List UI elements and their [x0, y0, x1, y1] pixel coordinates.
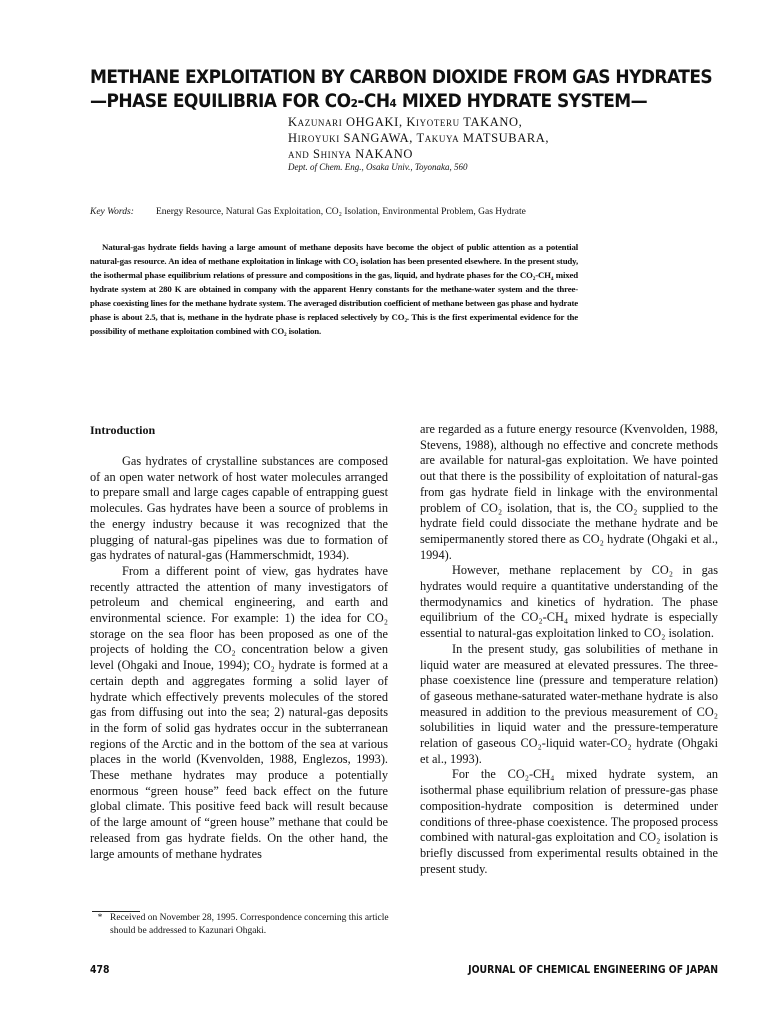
intro-paragraph: In the present study, gas solubilities of methane in liquid water are measured at elevated pressures. The three-phase coexistence line (pressure and temperature relation) of gaseous methane-saturated water-methane hydrate is also measured in addition to the previous measurement of CO₂ solubilities in liquid water and the pressure-temperature relation of gaseous CO₂-liquid water-CO₂ hydrate (Ohgaki et al., 1993). [420, 641, 718, 766]
paper-title [90, 66, 713, 114]
footnote-text: Received on November 28, 1995. Correspondence concerning this article should be addressed to Kazunari Ohgaki. [110, 913, 389, 936]
journal-name: JOURNAL OF CHEMICAL ENGINEERING OF JAPAN [467, 963, 718, 976]
footnote [90, 912, 390, 937]
affiliation: Dept. of Chem. Eng., Osaka Univ., Toyonaka, 560 [288, 162, 468, 172]
author-line-1: Kazunari OHGAKI, Kiyoteru TAKANO, [288, 115, 523, 129]
keywords-block [90, 205, 590, 219]
abstract: Natural-gas hydrate fields having a large amount of methane deposits have become the object of public attention as a potential natural-gas resource. An idea of methane exploitation in linkage with CO₂ isolation has been presented elsewhere. In the present study, the isothermal phase equilibrium relations of pressure and compositions in the gas, liquid, and hydrate phases for the CO₂-CH₄ mixed hydrate system at 280 K are obtained in company with the apparent Henry constants for the methane-water system and the three-phase coexisting lines for the methane hydrate system. The averaged distribution coefficient of methane between gas phase and hydrate phase is about 2.5, that is, methane in the hydrate phase is replaced selectively by CO₂. This is the first experimental evidence for the possibility of methane exploitation combined with CO₂ isolation. [90, 242, 578, 336]
intro-paragraph: From a different point of view, gas hydrates have recently attracted the attention of many investigators of petroleum and chemical engineering, and earth and environmental science. For example: 1) the idea for CO₂ storage on the sea floor has been proposed as one of the projects of holding the CO₂ concentration below a given level (Ohgaki and Inoue, 1994); CO₂ hydrate is formed at a certain depth and aggregates forming a solid layer of hydrate which effectively prevents molecules of the stored gas from diffusing out into the sea; 2) natural-gas deposits in the form of solid gas hydrates occur in the subterranean regions of the Arctic and in the bottom of the sea at various places in the world (Kvenvolden, 1988, Englezos, 1993). These methane hydrates may produce a potentially enormous “green house” feed back effect on the future global climate. This positive feed back will result because of the large amount of “green house” methane that could be released from gas hydrate fields. On the other hand, the large amounts of methane hydrates [90, 563, 388, 861]
body-column-right [420, 422, 718, 877]
intro-paragraph: For the CO₂-CH₄ mixed hydrate system, an isothermal phase equilibrium relation of pressure-gas phase composition-hydrate composition is determined under conditions of three-phase coexistence. The proposed process combined with natural-gas exploitation and CO₂ isolation is briefly discussed from experimental results obtained in the present study. [420, 767, 718, 876]
keywords-text: Energy Resource, Natural Gas Exploitation, CO₂ Isolation, Environmental Problem, Gas Hydrate [156, 207, 526, 217]
intro-paragraph: Gas hydrates of crystalline substances are composed of an open water network of host water molecules arranged to prepare small and large cages capable of entrapping guest molecules. Gas hydrates have been a source of problems in the energy industry because it was recognized that the plugging of natural-gas pipelines was due to formation of gas hydrates of natural-gas (Hammerschmidt, 1934). [90, 454, 388, 563]
intro-paragraph: are regarded as a future energy resource (Kvenvolden, 1988, Stevens, 1988), although no effective and concrete methods are available for natural-gas exploitation. We have pointed out that there is the possibility of exploitation of natural-gas from gas hydrate field in linkage with the environmental problem of CO₂ isolation, that is, the CO₂ supplied to the hydrate field could dissociate the methane hydrate and be semipermanently stored there as CO₂ hydrate (Ohgaki et al., 1994). [420, 422, 718, 562]
author-list [288, 114, 588, 162]
section-heading-introduction: Introduction [90, 423, 156, 437]
footnote-marker: * [97, 913, 103, 923]
author-line-2: Hiroyuki SANGAWA, Takuya MATSUBARA, [288, 131, 550, 145]
paper-title-line-1: METHANE EXPLOITATION BY CARBON DIOXIDE FROM GAS HYDRATES [90, 67, 713, 88]
page-number: 478 [90, 963, 110, 976]
author-line-3: and Shinya NAKANO [288, 147, 414, 161]
paper-title-line-2: —PHASE EQUILIBRIA FOR CO₂-CH₄ MIXED HYDRATE SYSTEM— [90, 91, 648, 112]
body-column-left [90, 422, 388, 862]
keywords-label: Key Words: [90, 207, 134, 217]
intro-paragraph: However, methane replacement by CO₂ in gas hydrates would require a quantitative understanding of the thermodynamics and kinetics of hydration. The phase equilibrium of the CO₂-CH₄ mixed hydrate is especially essential to natural-gas exploitation linked to CO₂ isolation. [420, 563, 718, 641]
